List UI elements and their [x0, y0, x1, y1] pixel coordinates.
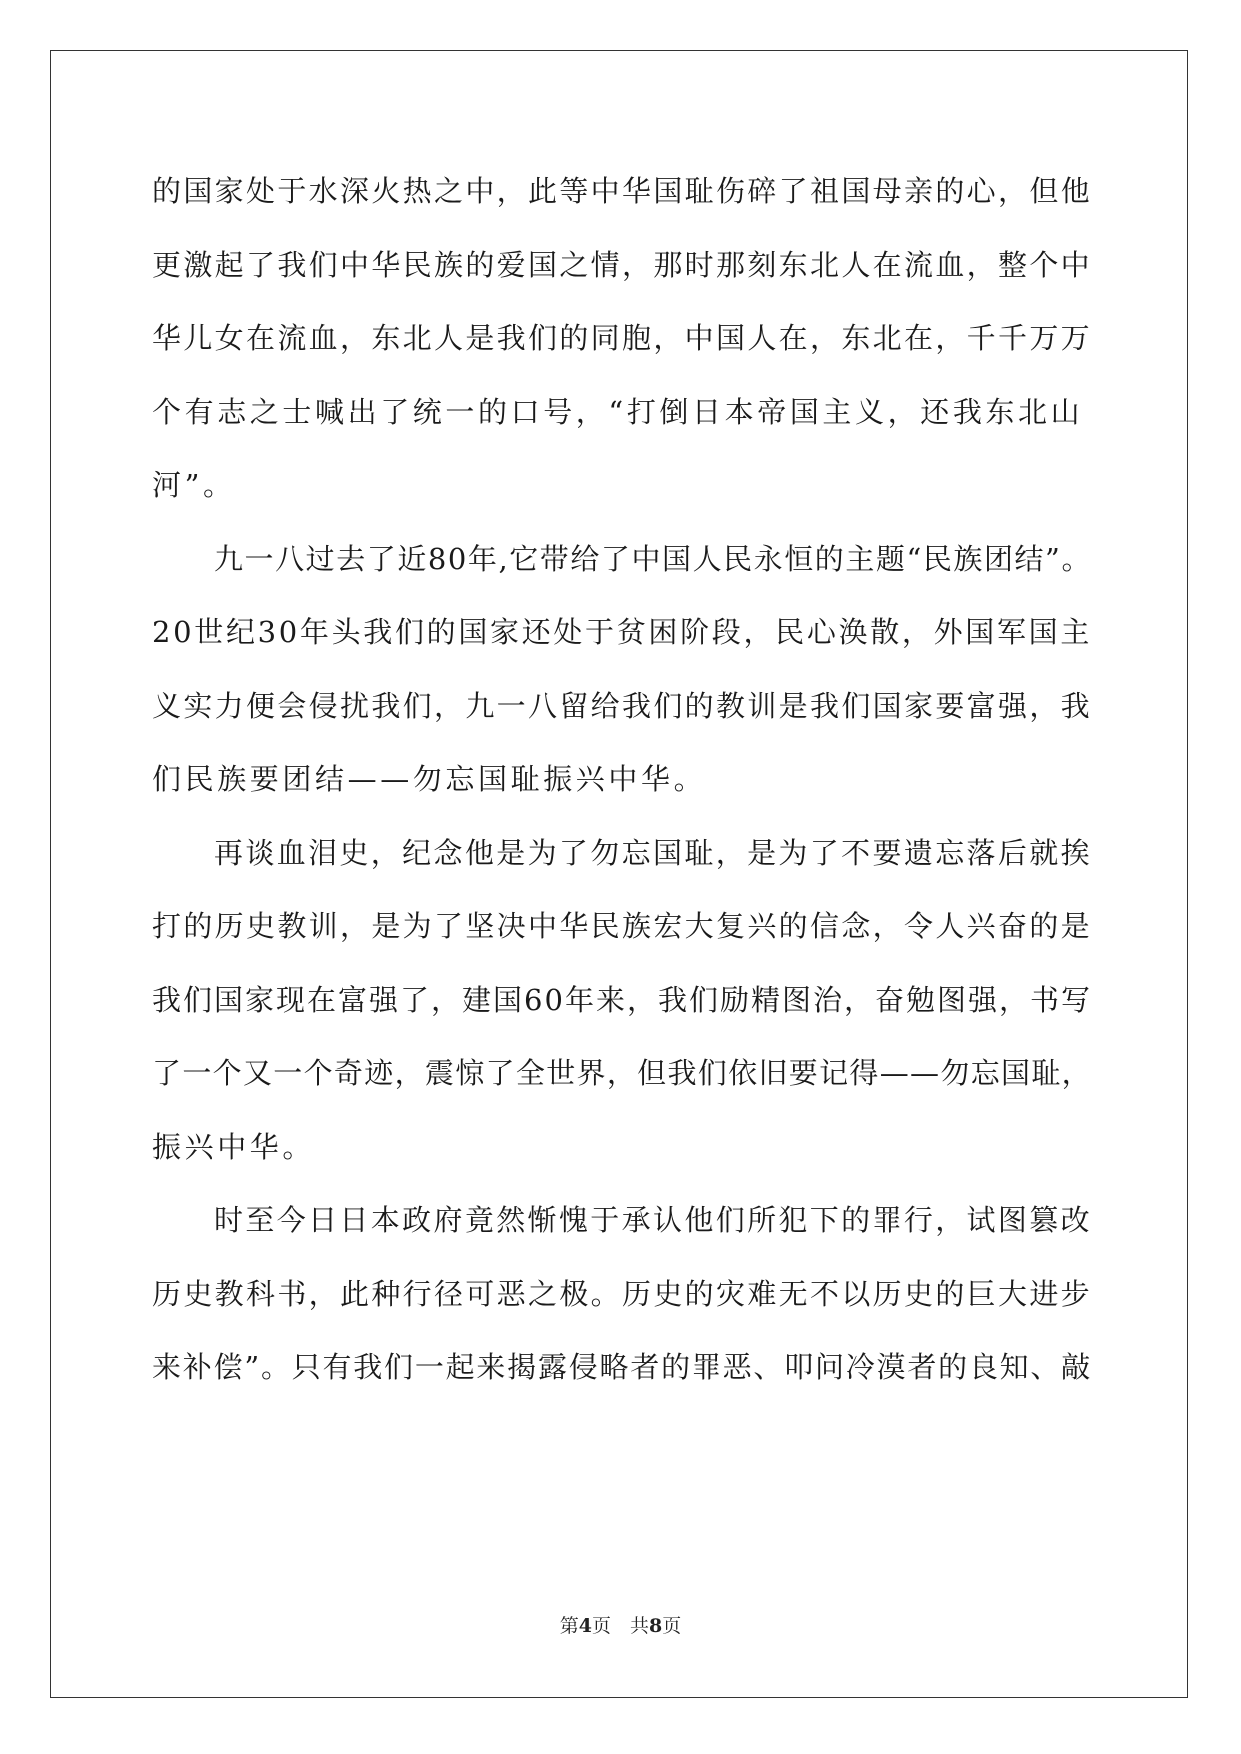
text-line: 20世纪30年头我们的国家还处于贫困阶段，民心涣散，外国军国主 [152, 615, 1092, 649]
text-line: 九一八过去了近80年,它带给了中国人民永恒的主题“民族团结”。 [214, 541, 1092, 576]
page-footer [0, 1611, 1241, 1638]
text-line: 历史教科书，此种行径可恶之极。历史的灾难无不以历史的巨大进步 [152, 1276, 1092, 1311]
text-line: 打的历史教训，是为了坚决中华民族宏大复兴的信念，令人兴奋的是 [152, 909, 1092, 943]
text-line: 华儿女在流血，东北人是我们的同胞，中国人在，东北在，千千万万 [152, 321, 1092, 355]
text-line: 们民族要团结——勿忘国耻振兴中华。 [152, 762, 707, 796]
text-line: 义实力便会侵扰我们，九一八留给我们的教训是我们国家要富强，我 [152, 688, 1092, 723]
text-line: 更激起了我们中华民族的爱国之情，那时那刻东北人在流血，整个中 [152, 247, 1092, 282]
paragraph-4 [152, 1184, 1092, 1405]
paragraph-1 [152, 155, 1092, 523]
footer-suffix: 页 [662, 1615, 682, 1637]
footer-prefix: 第 [559, 1615, 579, 1637]
text-line: 了一个又一个奇迹，震惊了全世界，但我们依旧要记得——勿忘国耻， [152, 1056, 1092, 1090]
footer-middle: 页 共 [591, 1615, 649, 1637]
text-line: 我们国家现在富强了，建国60年来，我们励精图治，奋勉图强，书写 [152, 982, 1092, 1017]
text-line: 时至今日日本政府竟然惭愧于承认他们所犯下的罪行，试图篡改 [214, 1203, 1092, 1237]
current-page-number: 4 [578, 1615, 592, 1637]
text-line: 河”。 [152, 468, 236, 502]
text-line: 振兴中华。 [152, 1129, 316, 1164]
text-line: 再谈血泪史，纪念他是为了勿忘国耻，是为了不要遗忘落后就挨 [214, 835, 1092, 870]
paragraph-2 [152, 523, 1092, 817]
text-line: 的国家处于水深火热之中，此等中华国耻伤碎了祖国母亲的心，但他 [152, 174, 1092, 208]
paragraph-3 [152, 817, 1092, 1185]
document-body [152, 155, 1092, 1405]
text-line: 来补偿”。只有我们一起来揭露侵略者的罪恶、叩问冷漠者的良知、敲 [152, 1350, 1092, 1384]
text-line: 个有志之士喊出了统一的口号，“打倒日本帝国主义，还我东北山 [152, 394, 1084, 429]
total-pages-number: 8 [649, 1615, 663, 1637]
